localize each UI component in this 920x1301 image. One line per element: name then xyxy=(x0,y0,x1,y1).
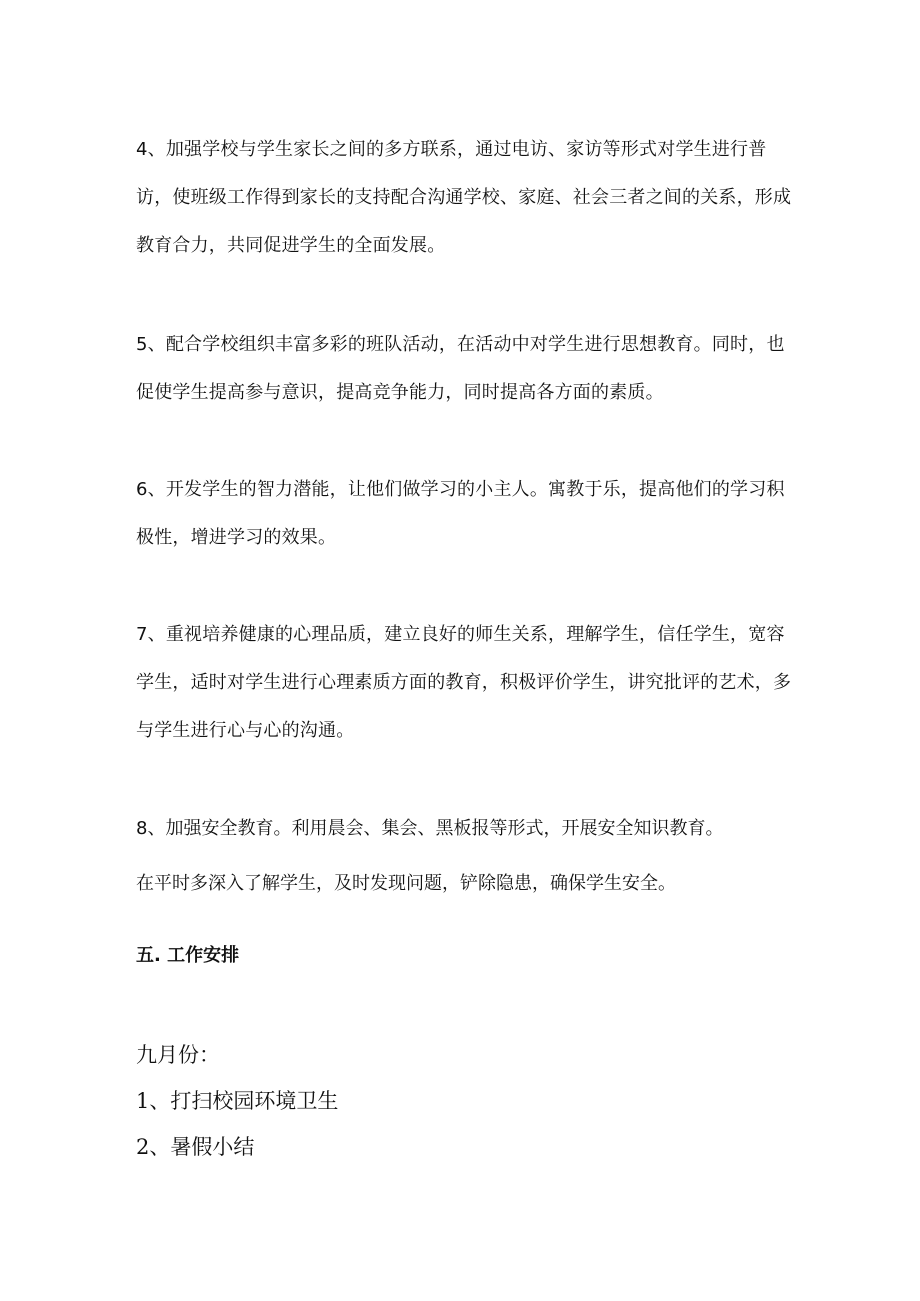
paragraph-item-5: 5、配合学校组织丰富多彩的班队活动，在活动中对学生进行思想教育。同时，也促使学生提高参与意识，提高竞争能力，同时提高各方面的素质。 xyxy=(136,334,785,403)
paragraph-item-6: 6、开发学生的智力潜能，让他们做学习的小主人。寓教于乐，提高他们的学习积极性，增进学习的效果。 xyxy=(136,479,785,548)
paragraph-item-8: 8、加强安全教育。利用晨会、集会、黑板报等形式，开展安全知识教育。 xyxy=(136,818,724,839)
month-item: 2、暑假小结 xyxy=(136,1135,255,1159)
month-item: 1、打扫校园环境卫生 xyxy=(136,1089,339,1113)
paragraph-item-4: 4、加强学校与学生家长之间的多方联系，通过电访、家访等形式对学生进行普访，使班级工作得到家长的支持配合沟通学校、家庭、社会三者之间的关系，形成教育合力，共同促进学生的全面发展。 xyxy=(136,139,792,256)
paragraph-item-7: 7、重视培养健康的心理品质，建立良好的师生关系，理解学生，信任学生，宽容学生，适时对学生进行心理素质方面的教育，积极评价学生，讲究批评的艺术，多与学生进行心与心的沟通。 xyxy=(136,624,792,741)
month-label: 九月份： xyxy=(136,1043,220,1067)
section-heading: 五. 工作安排 xyxy=(136,945,240,966)
paragraph-item-8-continued: 在平时多深入了解学生，及时发现问题，铲除隐患，确保学生安全。 xyxy=(136,873,676,894)
